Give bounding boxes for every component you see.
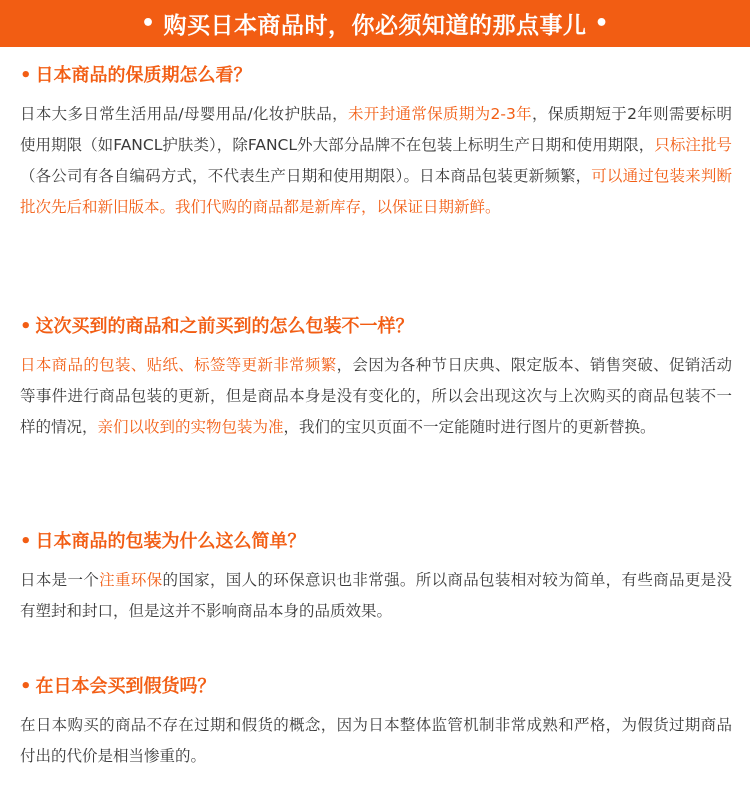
faq-answer <box>20 710 732 772</box>
body-text: 在日本购买的商品不存在过期和假货的概念，因为日本整体监管机制非常成熟和严格，为假货过期商品付出的代价是相当惨重的。 <box>20 716 732 765</box>
faq-packaging-change <box>20 316 732 443</box>
banner-title: 购买日本商品时，你必须知道的那点事儿 <box>163 13 587 39</box>
faq-simple-packaging <box>20 531 732 627</box>
body-text: ，会因为各种节日庆典、限定版本、销售突破、促销活动等事件进行商品包装的更新，但是商品本身是没有变化的，所以会出现这次与上次购买的商品包装不一样的情况， <box>20 356 732 436</box>
highlight-text: 亲们以收到的实物包装为准 <box>97 418 284 436</box>
faq-answer <box>20 99 732 223</box>
faq-answer <box>20 565 732 627</box>
heading-bullet: • <box>20 531 32 552</box>
faq-heading <box>20 676 732 698</box>
faq-heading <box>20 316 732 338</box>
faq-shelf-life <box>20 65 732 223</box>
faq-heading-text: 在日本会买到假货吗？ <box>35 676 216 697</box>
banner-bullet-right: • <box>594 11 610 36</box>
highlight-text: 未开封通常保质期为2-3年 <box>347 105 533 123</box>
faq-heading-text: 日本商品的包装为什么这么简单？ <box>35 531 306 552</box>
highlight-text: 日本商品的包装、贴纸、标签等更新非常频繁 <box>20 356 337 374</box>
body-text: 的国家，国人的环保意识也非常强。所以商品包装相对较为简单，有些商品更是没有塑封和封口，但是这并不影响商品本身的品质效果。 <box>20 571 732 620</box>
faq-heading-text: 日本商品的保质期怎么看？ <box>35 65 252 86</box>
body-text: ，保质期短于2年则需要标明使用期限（如FANCL护肤类），除FANCL外大部分品牌不在包装上标明生产日期和使用期限， <box>20 105 732 154</box>
faq-counterfeit <box>20 676 732 772</box>
page-banner <box>0 0 750 47</box>
faq-answer <box>20 350 732 443</box>
faq-heading-text: 这次买到的商品和之前买到的怎么包装不一样？ <box>35 316 414 337</box>
body-text: 日本大多日常生活用品/母婴用品/化妆护肤品， <box>20 105 348 123</box>
body-text: ，我们的宝贝页面不一定能随时进行图片的更新替换。 <box>283 418 656 436</box>
faq-heading <box>20 65 732 87</box>
heading-bullet: • <box>20 65 32 86</box>
body-text: 日本是一个 <box>20 571 100 589</box>
heading-bullet: • <box>20 676 32 697</box>
body-text: （各公司有各自编码方式，不代表生产日期和使用期限）。日本商品包装更新频繁， <box>20 167 592 185</box>
highlight-text: 只标注批号 <box>654 136 732 154</box>
heading-bullet: • <box>20 316 32 337</box>
banner-bullet-left: • <box>140 11 156 36</box>
faq-heading <box>20 531 732 553</box>
highlight-text: 注重环保 <box>99 571 163 589</box>
highlight-text: 可以通过包装来判断批次先后和新旧版本。我们代购的商品都是新库存，以保证日期新鲜。 <box>20 167 732 216</box>
